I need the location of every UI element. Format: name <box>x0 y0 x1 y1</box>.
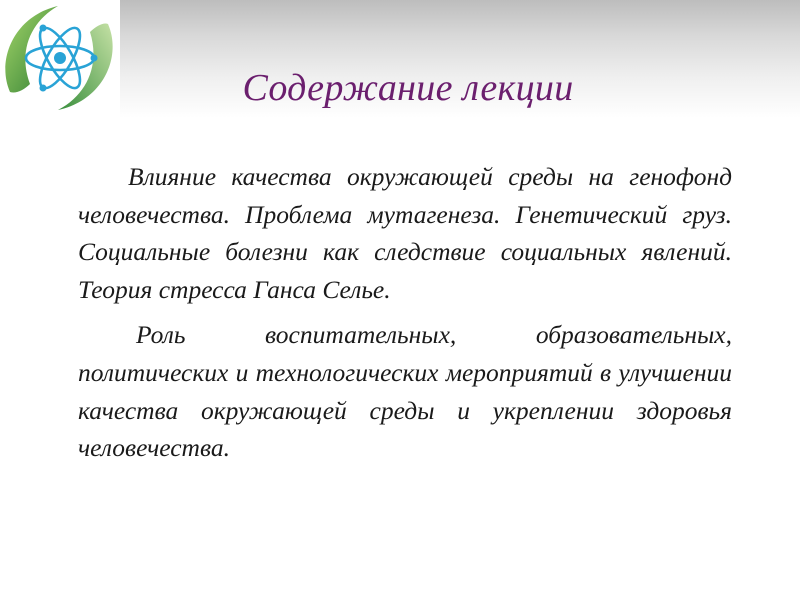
content-paragraph-1: Влияние качества окружающей среды на генофонд человечества. Проблема мутагенеза. Генетический груз. Социальные болезни как следствие социальных явлений. Теория стресса Ганса Селье. <box>78 162 732 304</box>
content-paragraph-2: Роль воспитательных, образовательных, политических и технологических мероприятий в улучшении качества окружающей среды и укреплении здоровья человечества. <box>78 320 732 463</box>
lecture-content <box>78 158 732 467</box>
slide-title: Содержание лекции <box>242 67 574 109</box>
